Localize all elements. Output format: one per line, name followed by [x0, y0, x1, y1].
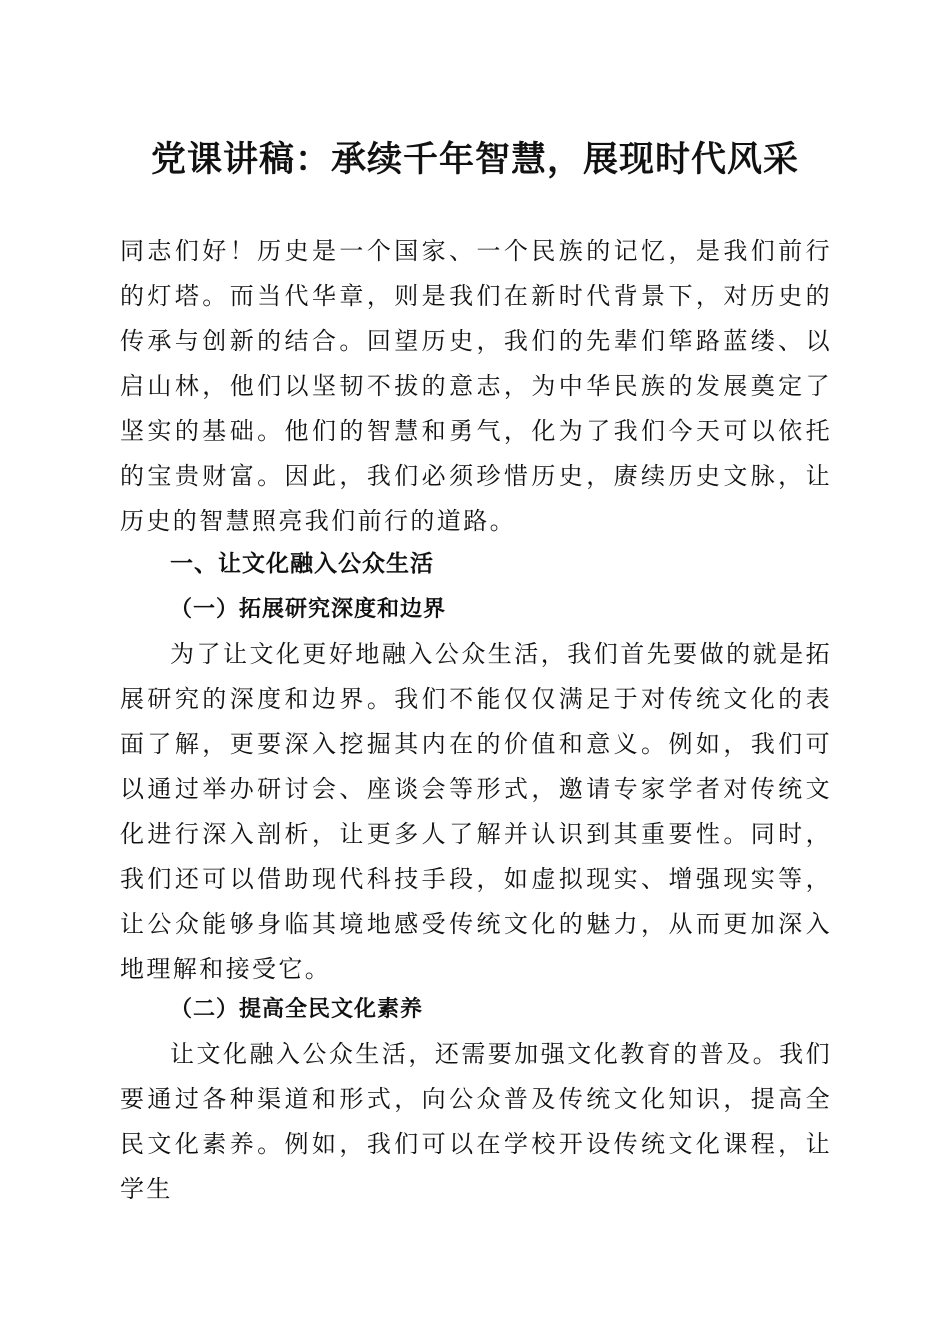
section-heading-1: 一、让文化融入公众生活 — [170, 551, 434, 577]
intro-paragraph: 同志们好！历史是一个国家、一个民族的记忆，是我们前行的灯塔。而当代华章，则是我们在新时代背景下，对历史的传承与创新的结合。回望历史，我们的先辈们筚路蓝缕、以启山林，他们以坚韧不拔的意志，为中华民族的发展奠定了坚实的基础。他们的智慧和勇气，化为了我们今天可以依托的宝贵财富。因此，我们必须珍惜历史，赓续历史文脉，让历史的智慧照亮我们前行的道路。 — [120, 237, 832, 535]
document-title: 党课讲稿：承续千年智慧，展现时代风采 — [150, 139, 799, 180]
subsection-paragraph-1: 为了让文化更好地融入公众生活，我们首先要做的就是拓展研究的深度和边界。我们不能仅仅满足于对传统文化的表面了解，更要深入挖掘其内在的价值和意义。例如，我们可以通过举办研讨会、座谈会等形式，邀请专家学者对传统文化进行深入剖析，让更多人了解并认识到其重要性。同时，我们还可以借助现代科技手段，如虚拟现实、增强现实等，让公众能够身临其境地感受传统文化的魅力，从而更加深入地理解和接受它。 — [120, 640, 832, 983]
subsection-heading-2: （二）提高全民文化素养 — [170, 996, 424, 1022]
subsection-heading-1: （一）拓展研究深度和边界 — [170, 596, 447, 622]
subsection-paragraph-2: 让文化融入公众生活，还需要加强文化教育的普及。我们要通过各种渠道和形式，向公众普及传统文化知识，提高全民文化素养。例如，我们可以在学校开设传统文化课程，让学生 — [120, 1040, 832, 1203]
